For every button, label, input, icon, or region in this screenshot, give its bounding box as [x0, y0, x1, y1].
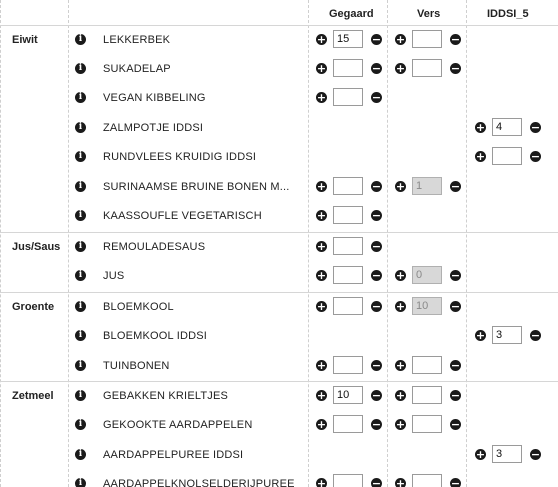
plus-icon[interactable]: + — [316, 240, 327, 253]
minus-icon[interactable]: − — [530, 150, 541, 163]
item-name: ZALMPOTJE IDDSI — [103, 122, 204, 134]
item-name: JUS — [103, 270, 125, 282]
item-name: VEGAN KIBBELING — [103, 92, 206, 104]
gegaard-quantity-input[interactable]: 10 — [333, 386, 363, 404]
plus-icon[interactable]: + — [316, 477, 327, 487]
plus-icon[interactable]: + — [475, 121, 486, 134]
info-icon[interactable]: i — [75, 390, 86, 401]
info-icon[interactable]: i — [75, 151, 86, 162]
plus-icon[interactable]: + — [316, 209, 327, 222]
minus-icon[interactable]: − — [450, 359, 461, 372]
item-name: BLOEMKOOL IDDSI — [103, 330, 208, 342]
item-name: KAASSOUFLE VEGETARISCH — [103, 210, 262, 222]
info-icon[interactable]: i — [75, 241, 86, 252]
minus-icon[interactable]: − — [450, 300, 461, 313]
table-row — [0, 322, 558, 351]
minus-icon[interactable]: − — [530, 329, 541, 342]
info-icon[interactable]: i — [75, 210, 86, 221]
item-name: TUINBONEN — [103, 360, 170, 372]
minus-icon[interactable]: − — [450, 33, 461, 46]
info-icon[interactable]: i — [75, 419, 86, 430]
iddsi-quantity-input[interactable]: 4 — [492, 118, 522, 136]
vers-quantity-input: 10 — [412, 297, 442, 315]
plus-icon[interactable]: + — [395, 269, 406, 282]
table-row — [0, 202, 558, 231]
item-name: SURINAAMSE BRUINE BONEN M... — [103, 181, 290, 193]
gegaard-quantity-input[interactable] — [333, 59, 363, 77]
table-row — [0, 55, 558, 84]
minus-icon[interactable]: − — [371, 300, 382, 313]
item-name: AARDAPPELKNOLSELDERIJPUREE — [103, 478, 295, 487]
minus-icon[interactable]: − — [530, 448, 541, 461]
gegaard-quantity-input[interactable]: 15 — [333, 30, 363, 48]
minus-icon[interactable]: − — [450, 477, 461, 487]
plus-icon[interactable]: + — [316, 359, 327, 372]
plus-icon[interactable]: + — [475, 448, 486, 461]
vers-quantity-input[interactable] — [412, 356, 442, 374]
minus-icon[interactable]: − — [371, 269, 382, 282]
gegaard-quantity-input[interactable] — [333, 415, 363, 433]
minus-icon[interactable]: − — [530, 121, 541, 134]
table-row — [0, 232, 558, 262]
gegaard-quantity-input[interactable] — [333, 297, 363, 315]
vers-quantity-input: 0 — [412, 266, 442, 284]
plus-icon[interactable]: + — [316, 389, 327, 402]
vers-quantity-input: 1 — [412, 177, 442, 195]
minus-icon[interactable]: − — [371, 62, 382, 75]
info-icon[interactable]: i — [75, 92, 86, 103]
vers-quantity-input[interactable] — [412, 30, 442, 48]
category-label: Groente — [12, 301, 55, 313]
info-icon[interactable]: i — [75, 449, 86, 460]
item-name: REMOULADESAUS — [103, 241, 206, 253]
info-icon[interactable]: i — [75, 360, 86, 371]
info-icon[interactable]: i — [75, 63, 86, 74]
category-label: Zetmeel — [12, 390, 54, 402]
item-name: BLOEMKOOL — [103, 301, 174, 313]
minus-icon[interactable]: − — [450, 180, 461, 193]
table-row — [0, 262, 558, 291]
minus-icon[interactable]: − — [450, 62, 461, 75]
gegaard-quantity-input[interactable] — [333, 237, 363, 255]
table-row — [0, 352, 558, 381]
item-name: GEBAKKEN KRIELTJES — [103, 390, 229, 402]
gegaard-quantity-input[interactable] — [333, 88, 363, 106]
info-icon[interactable]: i — [75, 181, 86, 192]
table-row — [0, 114, 558, 143]
plus-icon[interactable]: + — [395, 62, 406, 75]
gegaard-quantity-input[interactable] — [333, 206, 363, 224]
table-row — [0, 173, 558, 202]
item-name: GEKOOKTE AARDAPPELEN — [103, 419, 253, 431]
plus-icon[interactable]: + — [316, 269, 327, 282]
category-label: Jus/Saus — [12, 241, 61, 253]
minus-icon[interactable]: − — [371, 389, 382, 402]
info-icon[interactable]: i — [75, 330, 86, 341]
vers-quantity-input[interactable] — [412, 415, 442, 433]
plus-icon[interactable]: + — [395, 359, 406, 372]
plus-icon[interactable]: + — [316, 418, 327, 431]
table-row — [0, 411, 558, 440]
minus-icon[interactable]: − — [371, 240, 382, 253]
plus-icon[interactable]: + — [395, 477, 406, 487]
item-name: RUNDVLEES KRUIDIG IDDSI — [103, 151, 257, 163]
category-label: Eiwit — [12, 34, 38, 46]
gegaard-quantity-input[interactable] — [333, 177, 363, 195]
header-vers: Vers — [417, 8, 441, 20]
plus-icon[interactable]: + — [316, 300, 327, 313]
minus-icon[interactable]: − — [371, 33, 382, 46]
minus-icon[interactable]: − — [371, 209, 382, 222]
plus-icon[interactable]: + — [316, 91, 327, 104]
table-row — [0, 381, 558, 411]
info-icon[interactable]: i — [75, 301, 86, 312]
iddsi-quantity-input[interactable] — [492, 147, 522, 165]
minus-icon[interactable]: − — [450, 269, 461, 282]
item-name: SUKADELAP — [103, 63, 171, 75]
table-header — [0, 0, 558, 26]
gegaard-quantity-input[interactable] — [333, 474, 363, 487]
info-icon[interactable]: i — [75, 122, 86, 133]
vers-quantity-input[interactable] — [412, 386, 442, 404]
plus-icon[interactable]: + — [475, 150, 486, 163]
plus-icon[interactable]: + — [395, 33, 406, 46]
gegaard-quantity-input[interactable] — [333, 356, 363, 374]
iddsi-quantity-input[interactable]: 3 — [492, 445, 522, 463]
vers-quantity-input[interactable] — [412, 59, 442, 77]
table-row — [0, 292, 558, 322]
minus-icon[interactable]: − — [450, 389, 461, 402]
info-icon[interactable]: i — [75, 34, 86, 45]
plus-icon[interactable]: + — [316, 180, 327, 193]
plus-icon[interactable]: + — [316, 62, 327, 75]
item-name: LEKKERBEK — [103, 34, 171, 46]
info-icon[interactable]: i — [75, 270, 86, 281]
gegaard-quantity-input[interactable] — [333, 266, 363, 284]
header-gegaard: Gegaard — [329, 8, 374, 20]
minus-icon[interactable]: − — [450, 418, 461, 431]
plus-icon[interactable]: + — [316, 33, 327, 46]
minus-icon[interactable]: − — [371, 359, 382, 372]
plus-icon[interactable]: + — [395, 300, 406, 313]
table-row — [0, 470, 558, 487]
vers-quantity-input[interactable] — [412, 474, 442, 487]
plus-icon[interactable]: + — [475, 329, 486, 342]
item-name: AARDAPPELPUREE IDDSI — [103, 449, 244, 461]
minus-icon[interactable]: − — [371, 91, 382, 104]
minus-icon[interactable]: − — [371, 418, 382, 431]
plus-icon[interactable]: + — [395, 180, 406, 193]
info-icon[interactable]: i — [75, 478, 86, 487]
table-row — [0, 84, 558, 113]
minus-icon[interactable]: − — [371, 180, 382, 193]
table-row — [0, 25, 558, 55]
minus-icon[interactable]: − — [371, 477, 382, 487]
iddsi-quantity-input[interactable]: 3 — [492, 326, 522, 344]
plus-icon[interactable]: + — [395, 418, 406, 431]
table-row — [0, 143, 558, 172]
table-row — [0, 441, 558, 470]
header-iddsi: IDDSI_5 — [487, 8, 529, 20]
plus-icon[interactable]: + — [395, 389, 406, 402]
